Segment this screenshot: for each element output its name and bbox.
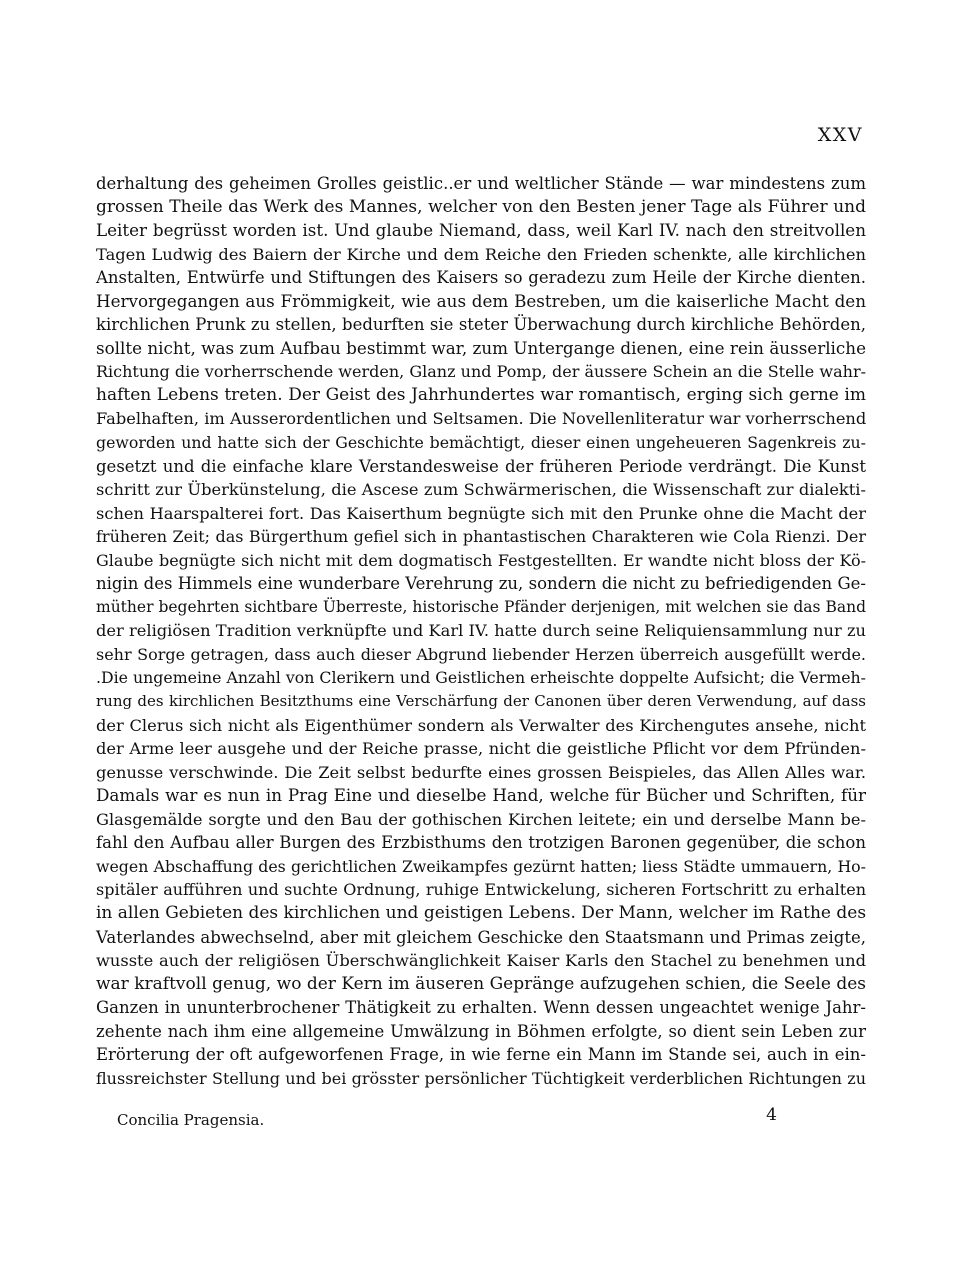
text-line: der religiösen Tradition verknüpfte und Karl IV. hatte durch seine Reliquiensammlung nur zu [96, 621, 866, 641]
text-line: genusse verschwinde. Die Zeit selbst bedurfte eines grossen Beispieles, das Allen Alles war. [96, 762, 866, 782]
text-line: Tagen Ludwig des Baiern der Kirche und dem Reiche den Frieden schenkte, alle kirchlichen [96, 244, 866, 264]
sheet-number: 4 [766, 1105, 777, 1125]
text-line: Leiter begrüsst worden ist. Und glaube Niemand, dass, weil Karl IV. nach den streitvollen [96, 220, 866, 241]
text-line: flussreichster Stellung und bei grösster persönlicher Tüchtigkeit verderblichen Richtungen zu [96, 1068, 866, 1088]
text-line: haften Lebens treten. Der Geist des Jahrhundertes war romantisch, erging sich gerne im [96, 384, 866, 405]
page-number: XXV [817, 124, 863, 146]
text-line: Glaube begnügte sich nicht mit dem dogmatisch Festgestellten. Er wandte nicht bloss der Kö- [96, 550, 866, 570]
text-line: kirchlichen Prunk zu stellen, bedurften sie steter Überwachung durch kirchliche Behörden, [96, 315, 866, 335]
text-line: schen Haarspalterei fort. Das Kaiserthum begnügte sich mit den Prunke ohne die Macht der [96, 503, 866, 523]
text-line: geworden und hatte sich der Geschichte bemächtigt, dieser einen ungeheueren Sagenkreis zu- [96, 433, 866, 453]
printer-signature: Concilia Pragensia. [117, 1111, 265, 1129]
text-line: wegen Abschaffung des gerichtlichen Zweikampfes gezürnt hatten; liess Städte ummauern, Ho- [96, 856, 866, 876]
text-line: derhaltung des geheimen Grolles geistlic..er und weltlicher Stände — war mindestens zum [96, 174, 866, 193]
text-line: .Die ungemeine Anzahl von Clerikern und Geistlichen erheischte doppelte Aufsicht; die Vermeh- [96, 668, 866, 688]
text-line: spitäler aufführen und suchte Ordnung, ruhige Entwickelung, sicheren Fortschritt zu erhalten [96, 880, 866, 900]
text-line: der Arme leer ausgehe und der Reiche prasse, nicht die geistliche Pflicht vor dem Pfründen- [96, 739, 866, 759]
text-line: sollte nicht, was zum Aufbau bestimmt war, zum Untergange dienen, eine rein äusserliche [96, 337, 866, 358]
text-line: war kraftvoll genug, wo der Kern im äuseren Gepränge aufzugehen schien, die Seele des [96, 973, 866, 994]
text-line: Erörterung der oft aufgeworfenen Frage, in wie ferne ein Mann im Stande sei, auch in ein- [96, 1045, 866, 1065]
text-line: der Clerus sich nicht als Eigenthümer sondern als Verwalter des Kirchengutes ansehe, nicht [96, 715, 866, 735]
text-line: Hervorgegangen aus Frömmigkeit, wie aus dem Bestreben, um die kaiserliche Macht den [96, 290, 866, 311]
text-line: wusste auch der religiösen Überschwänglichkeit Kaiser Karls den Stachel zu benehmen und [96, 951, 866, 971]
text-line: gesetzt und die einfache klare Verstandesweise der früheren Periode verdrängt. Die Kunst [96, 456, 866, 476]
text-line: nigin des Himmels eine wunderbare Verehrung zu, sondern die nicht zu befriedigenden Ge- [96, 574, 866, 594]
text-line: schritt zur Überkünstelung, die Ascese zum Schwärmerischen, die Wissenschaft zur dialekti- [96, 480, 866, 500]
text-line: Ganzen in ununterbrochener Thätigkeit zu erhalten. Wenn dessen ungeachtet wenige Jahr- [96, 998, 866, 1018]
text-line: Richtung die vorherrschende werden, Glanz und Pomp, der äussere Schein an die Stelle wahr- [96, 362, 866, 382]
text-line: früheren Zeit; das Bürgerthum gefiel sich in phantastischen Charakteren wie Cola Rienzi. Der [96, 527, 866, 547]
body-text [96, 172, 866, 1090]
text-line: in allen Gebieten des kirchlichen und geistigen Lebens. Der Mann, welcher im Rathe des [96, 902, 867, 923]
text-line: Anstalten, Entwürfe und Stiftungen des Kaisers so geradezu zum Heile der Kirche dienten. [96, 268, 866, 288]
text-line: Damals war es nun in Prag Eine und dieselbe Hand, welche für Bücher und Schriften, für [96, 785, 866, 806]
text-line: Glasgemälde sorgte und den Bau der gothischen Kirchen leitete; ein und derselbe Mann be- [96, 809, 866, 829]
text-line: müther begehrten sichtbare Überreste, historische Pfänder derjenigen, mit welchen sie das Band [96, 597, 866, 616]
text-line: rung des kirchlichen Besitzthums eine Verschärfung der Canonen über deren Verwendung, auf dass [96, 692, 866, 711]
text-line: sehr Sorge getragen, dass auch dieser Abgrund liebender Herzen überreich ausgefüllt werde. [96, 644, 866, 664]
text-line: grossen Theile das Werk des Mannes, welcher von den Besten jener Tage als Führer und [96, 196, 866, 217]
text-line: Fabelhaften, im Ausserordentlichen und Seltsamen. Die Novellenliteratur war vorherrschend [96, 409, 867, 429]
text-line: fahl den Aufbau aller Burgen des Erzbisthums den trotzigen Baronen gegenüber, die schon [96, 833, 866, 853]
text-line: Vaterlandes abwechselnd, aber mit gleichem Geschicke den Staatsmann und Primas zeigte, [96, 927, 866, 947]
text-line: zehente nach ihm eine allgemeine Umwälzung in Böhmen erfolgte, so dient sein Leben zur [96, 1021, 866, 1041]
